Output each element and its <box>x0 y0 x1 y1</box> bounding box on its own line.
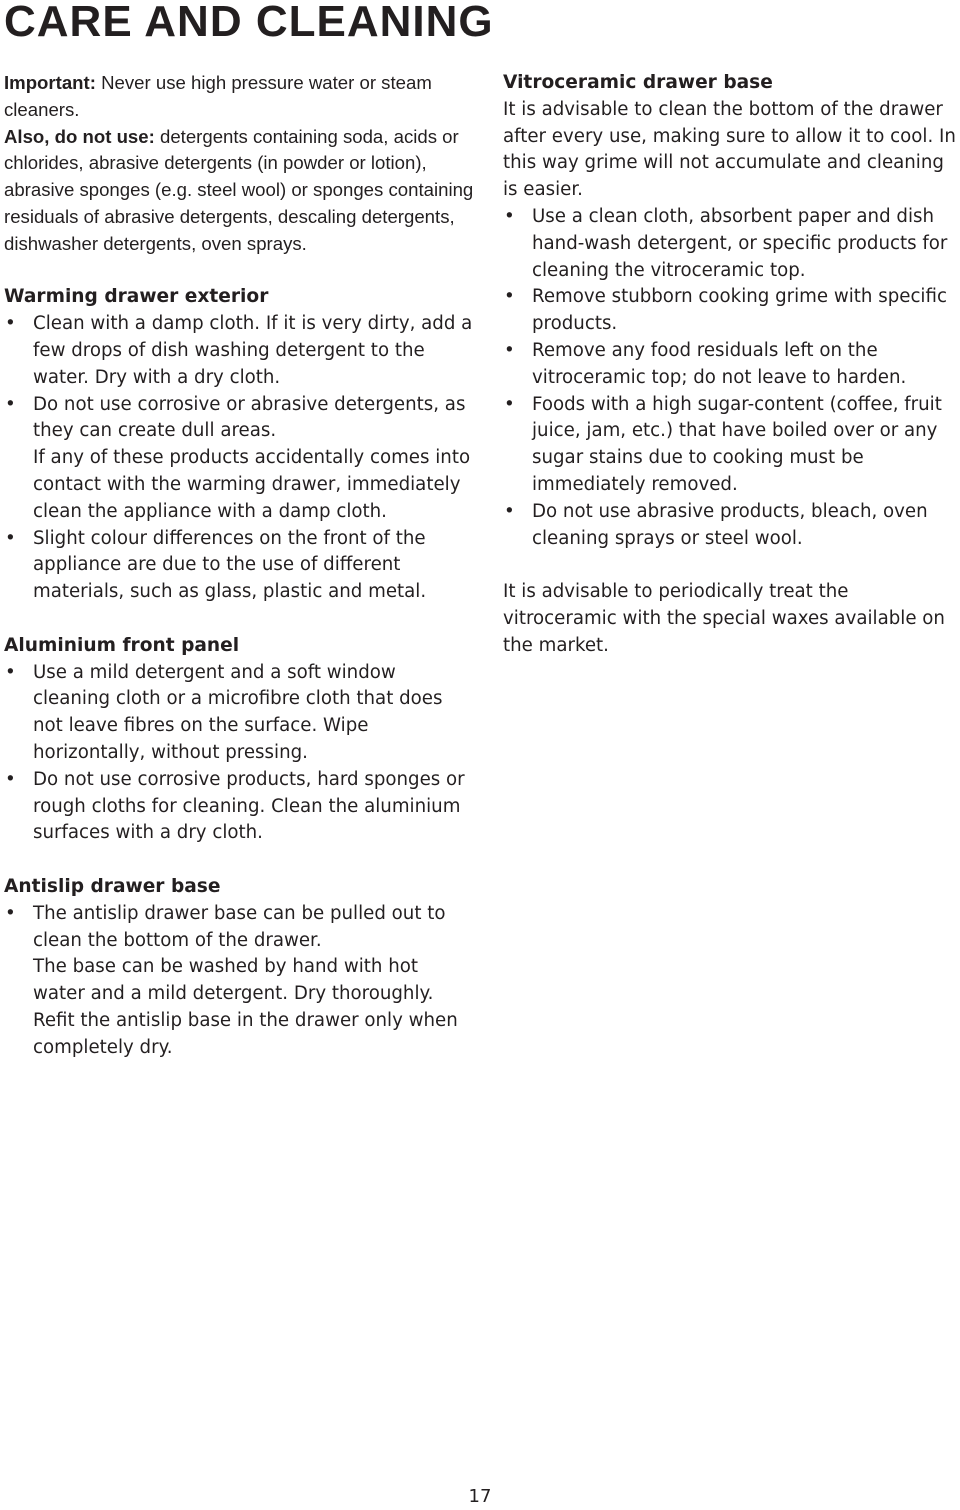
antislip-heading: Antislip drawer base <box>4 875 221 897</box>
vitro-section <box>503 70 960 660</box>
exterior-section <box>4 284 474 606</box>
aluminium-section <box>4 633 474 847</box>
right-column <box>503 70 960 660</box>
antislip-wash-text: The base can be washed by hand with hot water and a mild detergent. Dry thoroughly. <box>33 956 434 1005</box>
exterior-note: If any of these products accidentally comes into contact with the warming drawer, immediately clean the appliance with a damp cloth. <box>33 447 471 522</box>
antislip-refit-text: Refit the antislip base in the drawer only when completely dry. <box>33 1009 458 1058</box>
list-item: • Do not use corrosive or abrasive detergents, as they can create dull areas. <box>4 392 474 446</box>
vitro-intro: It is advisable to clean the bottom of the drawer after every use, making sure to allow it to cool. In this way grime will not accumulate and cleaning is easier. <box>503 98 956 201</box>
antislip-list <box>4 901 474 955</box>
list-item: • Use a clean cloth, absorbent paper and dish hand-wash detergent, or specific products for cleaning the vitroceramic top. <box>503 204 960 284</box>
list-item: • Slight colour differences on the front of the appliance are due to the use of different materials, such as glass, plastic and metal. <box>4 526 474 606</box>
also-text: detergents containing soda, acids or chlorides, abrasive detergents (in powder or lotion), abrasive sponges (e.g. steel wool) or sponges containing residuals of abrasive detergents, descaling detergents, dishwasher detergents, oven sprays. <box>4 125 474 254</box>
vitro-heading: Vitroceramic drawer base <box>503 72 773 93</box>
list-item: • Remove any food residuals left on the vitroceramic top; do not leave to harden. <box>503 338 960 392</box>
list-item: • Foods with a high sugar-content (coffee, fruit juice, jam, etc.) that have boiled over or any sugar stains due to cooking must be immediately removed. <box>503 392 960 499</box>
important-label: Important: <box>4 72 96 93</box>
list-item: • Clean with a damp cloth. If it is very dirty, add a few drops of dish washing detergent to the water. Dry with a dry cloth. <box>4 311 474 391</box>
page-number: 17 <box>468 1486 492 1507</box>
exterior-list-continued <box>4 526 474 606</box>
list-item: • The antislip drawer base can be pulled out to clean the bottom of the drawer. <box>4 901 474 955</box>
important-text: Never use high pressure water or steam cleaners. <box>4 72 432 120</box>
list-item: • Use a mild detergent and a soft window cleaning cloth or a microfibre cloth that does not leave fibres on the surface. Wipe horizontally, without pressing. <box>4 660 474 767</box>
also-label: Also, do not use: <box>4 125 155 147</box>
list-item: • Do not use corrosive products, hard sponges or rough cloths for cleaning. Clean the aluminium surfaces with a dry cloth. <box>4 767 474 847</box>
antislip-section <box>4 874 474 1062</box>
also-paragraph <box>4 124 474 258</box>
page-title: CARE AND CLEANING <box>4 0 494 46</box>
vitro-closing: It is advisable to periodically treat the vitroceramic with the special waxes available on the market. <box>503 581 945 656</box>
important-paragraph <box>4 70 474 124</box>
list-item: • Remove stubborn cooking grime with specific products. <box>503 284 960 338</box>
aluminium-list <box>4 660 474 848</box>
list-item: • Do not use abrasive products, bleach, oven cleaning sprays or steel wool. <box>503 499 960 553</box>
exterior-heading: Warming drawer exterior <box>4 286 269 308</box>
aluminium-heading: Aluminium front panel <box>4 634 240 656</box>
vitro-list <box>503 204 960 552</box>
exterior-list <box>4 311 474 445</box>
left-column <box>4 70 474 1061</box>
